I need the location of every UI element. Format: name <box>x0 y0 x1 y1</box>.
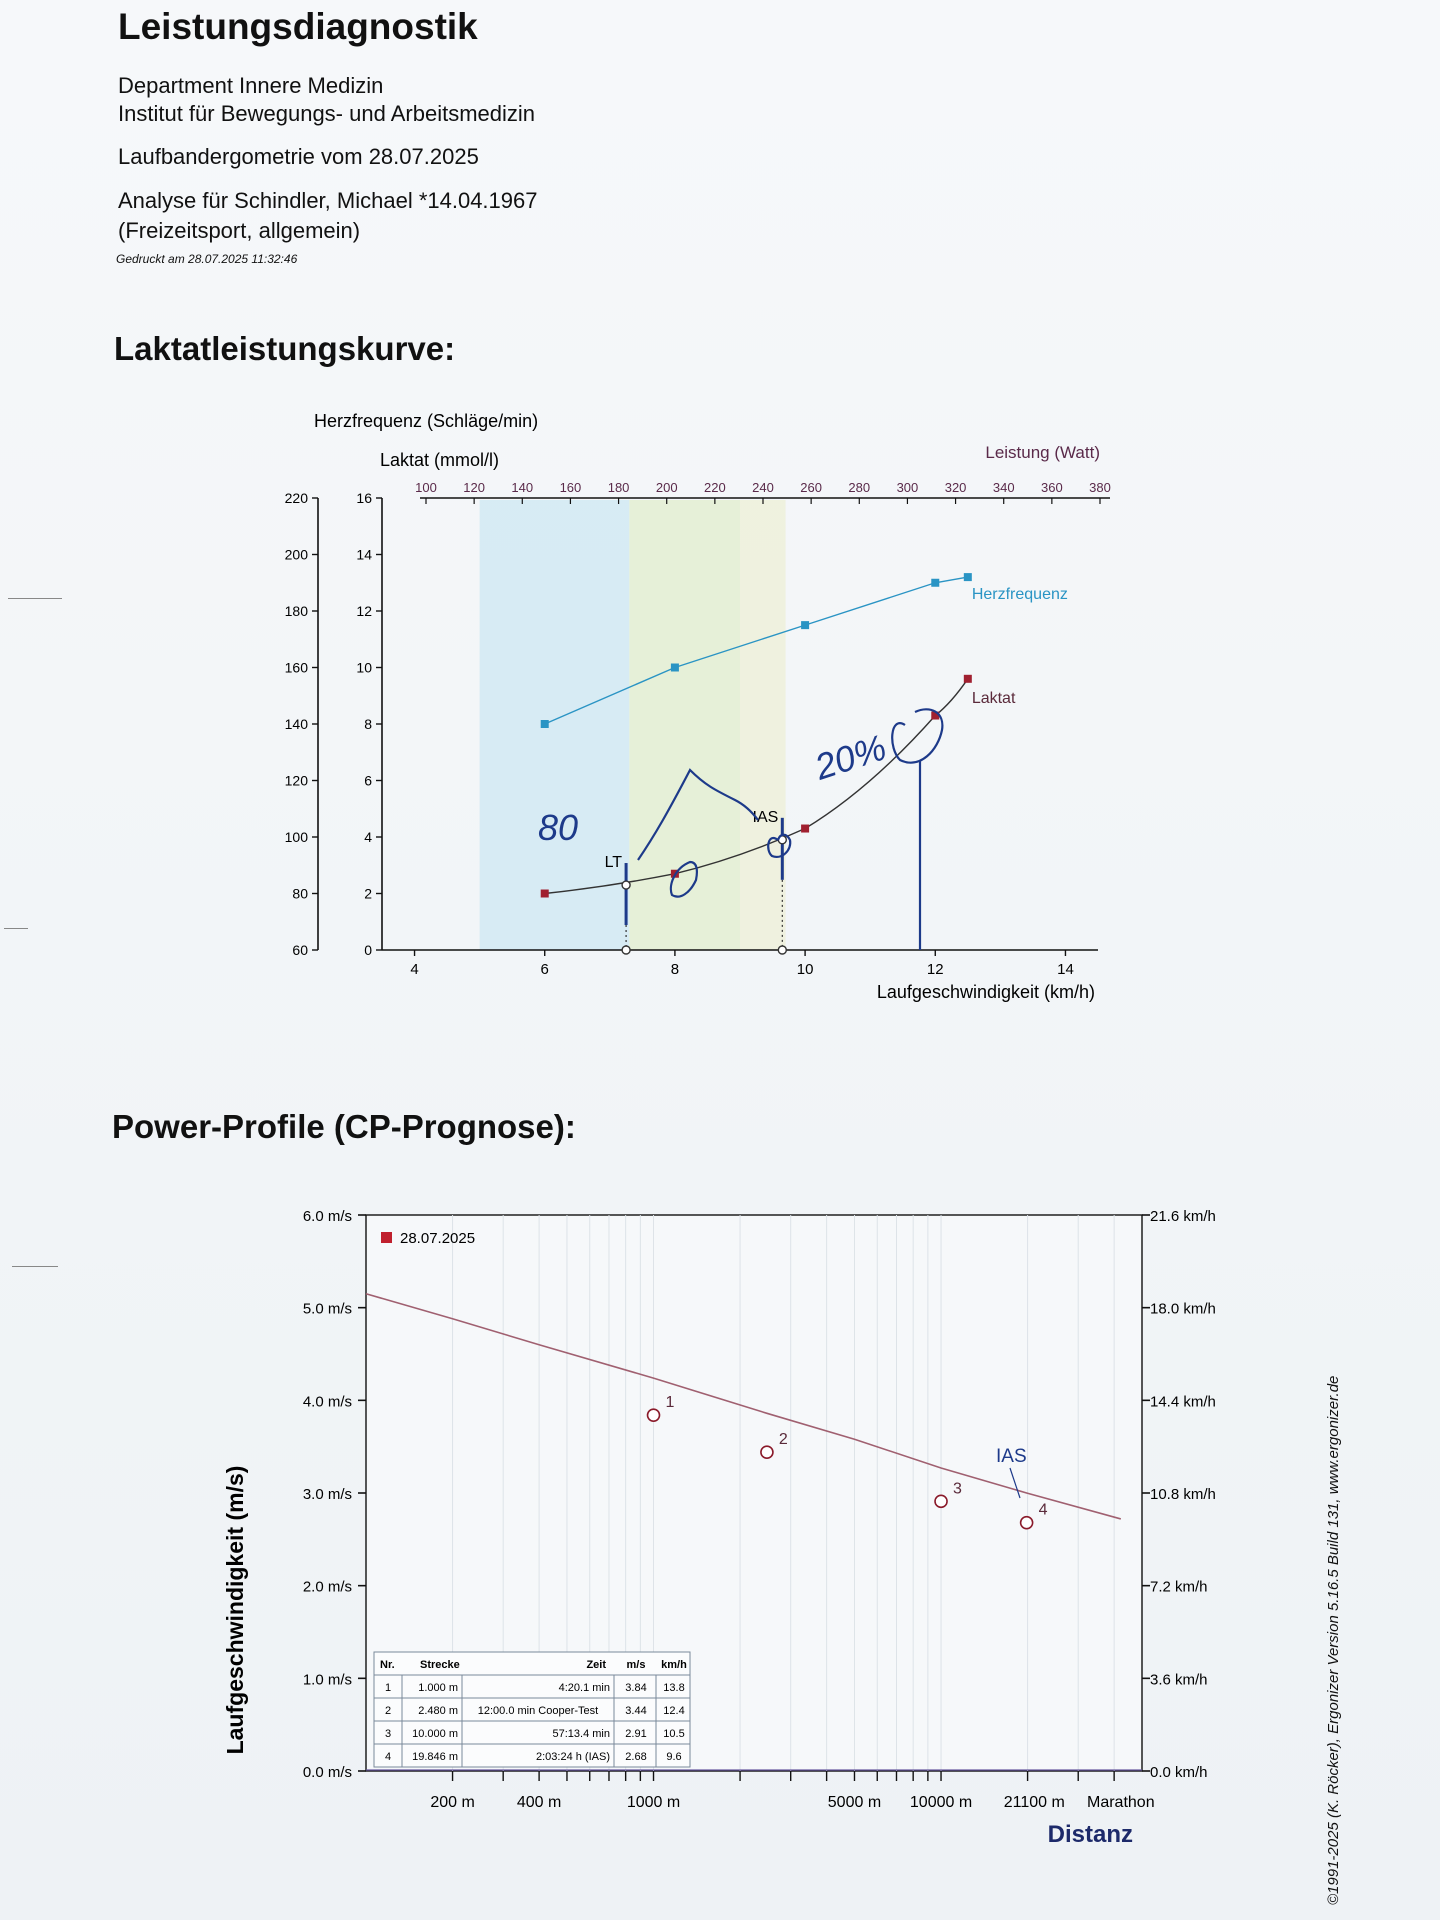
table-cell: 3 <box>384 1728 392 1740</box>
threshold-label: LT <box>604 854 623 872</box>
training-zone <box>740 500 786 950</box>
printed-timestamp: Gedruckt am 28.07.2025 11:32:46 <box>116 252 298 266</box>
x-tick-label: 10000 m <box>909 1794 973 1811</box>
speed-tick-label: 12 <box>926 961 944 978</box>
x-tick-label: 200 m <box>430 1794 475 1811</box>
table-cell: 2:03:24 h (IAS) <box>536 1751 610 1763</box>
power-tick-label: 300 <box>896 480 919 495</box>
prognosis-point-label: 4 <box>1038 1501 1048 1519</box>
prognosis-point <box>935 1495 947 1507</box>
hr-tick-label: 60 <box>292 942 308 958</box>
table-cell: 3.84 <box>625 1682 647 1694</box>
speed-axis-label: Laufgeschwindigkeit (km/h) <box>876 982 1095 1002</box>
lactate-tick-label: 10 <box>356 659 372 676</box>
power-tick-label: 220 <box>704 480 726 495</box>
y-tick-left-label: 2.0 m/s <box>302 1578 352 1596</box>
institute-line: Institut für Bewegungs- und Arbeitsmedizin <box>118 101 536 126</box>
table-header: Nr. <box>380 1659 395 1671</box>
lactate-point <box>801 825 809 833</box>
power-tick-label: 360 <box>1041 480 1063 495</box>
table-header: Zeit <box>586 1659 606 1671</box>
prognosis-point-label: 2 <box>778 1431 788 1449</box>
legend-label: 28.07.2025 <box>400 1230 476 1247</box>
power-y-axis-label: Laufgeschwindigkeit (m/s) <box>222 1465 248 1755</box>
power-tick-label: 380 <box>1089 480 1111 495</box>
speed-tick-label: 6 <box>540 961 549 978</box>
lactate-series-label: Laktat <box>971 689 1016 707</box>
table-cell: 2.480 m <box>418 1705 458 1717</box>
table-cell: 2.91 <box>625 1728 647 1740</box>
ias-label: IAS <box>996 1446 1027 1467</box>
department-line: Department Innere Medizin <box>118 73 384 98</box>
lactate-axis-label: Laktat (mmol/l) <box>380 450 500 470</box>
table-cell: 4 <box>384 1751 392 1763</box>
threshold-label: IAS <box>752 808 779 826</box>
power-tick-label: 240 <box>752 480 774 495</box>
speed-tick-label: 4 <box>410 961 419 978</box>
handwritten-80: 80 <box>538 807 579 848</box>
y-tick-right-label: 10.8 km/h <box>1150 1486 1216 1503</box>
y-tick-left-label: 5.0 m/s <box>302 1300 352 1318</box>
table-cell: 10.5 <box>663 1728 685 1740</box>
section-title-lactate: Laktatleistungskurve: <box>114 330 456 367</box>
speed-tick-label: 10 <box>796 961 814 978</box>
threshold-axis-point <box>778 946 786 954</box>
prognosis-point <box>1021 1517 1033 1529</box>
x-tick-label: Marathon <box>1087 1794 1155 1811</box>
table-cell: 2 <box>384 1705 392 1717</box>
speed-tick-label: 14 <box>1057 961 1074 978</box>
lactate-tick-label: 16 <box>356 490 372 506</box>
hr-axis-label: Herzfrequenz (Schläge/min) <box>314 411 539 431</box>
power-tick-label: 260 <box>800 480 822 495</box>
power-axis-label: Leistung (Watt) <box>985 443 1100 462</box>
x-tick-label: 21100 m <box>1003 1794 1065 1811</box>
prognosis-point-label: 3 <box>953 1480 962 1498</box>
table-cell: 12:00.0 min Cooper-Test <box>477 1705 599 1717</box>
table-cell: 4:20.1 min <box>558 1682 610 1694</box>
table-cell: 1 <box>384 1682 392 1694</box>
lactate-tick-label: 8 <box>364 716 372 732</box>
hr-tick-label: 80 <box>292 885 308 902</box>
x-tick-label: 5000 m <box>827 1794 882 1811</box>
lactate-tick-label: 4 <box>364 829 372 845</box>
prognosis-point-label: 1 <box>665 1394 675 1412</box>
threshold-axis-point <box>622 946 630 954</box>
lactate-point <box>541 890 549 898</box>
software-footer: ©1991-2025 (K. Röcker), Ergonizer Version 5.16.5 Build 131, www.ergonizer.de <box>1325 1375 1342 1905</box>
y-tick-left-label: 0.0 m/s <box>302 1764 352 1781</box>
y-tick-right-label: 14.4 km/h <box>1150 1393 1216 1411</box>
y-tick-left-label: 3.0 m/s <box>302 1486 352 1503</box>
training-zone <box>629 500 740 950</box>
lactate-tick-label: 0 <box>364 942 372 958</box>
y-tick-left-label: 4.0 m/s <box>302 1393 352 1411</box>
y-tick-left-label: 1.0 m/s <box>302 1671 352 1689</box>
table-cell: 57:13.4 min <box>552 1728 610 1740</box>
lactate-point <box>964 675 972 683</box>
power-x-axis-label: Distanz <box>1047 1821 1133 1848</box>
y-tick-right-label: 18.0 km/h <box>1150 1300 1216 1318</box>
test-date-line: Laufbandergometrie vom 28.07.2025 <box>118 144 479 169</box>
prognosis-point <box>648 1409 660 1421</box>
power-tick-label: 200 <box>655 480 678 495</box>
lactate-tick-label: 2 <box>364 885 372 902</box>
table-cell: 13.8 <box>663 1682 685 1694</box>
hr-point <box>931 579 939 587</box>
table-cell: 2.68 <box>625 1751 647 1763</box>
section-title-power: Power-Profile (CP-Prognose): <box>112 1108 576 1145</box>
table-header: km/h <box>661 1659 687 1671</box>
hr-tick-label: 160 <box>284 659 308 676</box>
speed-tick-label: 8 <box>670 961 680 978</box>
document-title: Leistungsdiagnostik <box>118 6 478 47</box>
category-line: (Freizeitsport, allgemein) <box>118 218 361 243</box>
patient-line: Analyse für Schindler, Michael *14.04.1967 <box>118 188 538 213</box>
power-tick-label: 100 <box>415 480 437 495</box>
hr-tick-label: 200 <box>284 546 308 563</box>
power-tick-label: 120 <box>463 480 485 495</box>
hr-tick-label: 100 <box>284 829 308 845</box>
power-tick-label: 280 <box>848 480 871 495</box>
handwritten-20-percent: 20% <box>809 726 892 788</box>
hr-tick-label: 120 <box>284 772 308 789</box>
y-tick-right-label: 0.0 km/h <box>1150 1764 1208 1781</box>
power-tick-label: 140 <box>511 480 534 495</box>
x-tick-label: 400 m <box>516 1794 562 1811</box>
hr-point <box>541 720 549 728</box>
lactate-tick-label: 6 <box>364 772 372 789</box>
table-cell: 10.000 m <box>412 1728 458 1740</box>
hr-point <box>964 573 972 581</box>
hr-tick-label: 220 <box>284 490 308 506</box>
table-cell: 3.44 <box>625 1705 647 1717</box>
y-tick-left-label: 6.0 m/s <box>302 1208 352 1225</box>
lactate-tick-label: 14 <box>356 546 372 563</box>
table-header: Strecke <box>420 1659 460 1671</box>
hr-tick-label: 180 <box>284 603 308 619</box>
power-tick-label: 320 <box>944 480 967 495</box>
table-header: m/s <box>626 1659 646 1671</box>
threshold-point <box>622 881 630 889</box>
legend-swatch <box>381 1232 392 1243</box>
x-tick-label: 1000 m <box>626 1794 681 1811</box>
table-cell: 9.6 <box>666 1751 682 1763</box>
training-zone <box>480 500 630 950</box>
hr-series-label: Herzfrequenz <box>971 586 1068 604</box>
table-cell: 19.846 m <box>412 1751 458 1763</box>
power-tick-label: 160 <box>559 480 582 495</box>
table-cell: 1.000 m <box>418 1682 458 1694</box>
hr-tick-label: 140 <box>284 716 308 732</box>
power-profile-chart <box>0 1150 1440 1850</box>
power-tick-label: 180 <box>607 480 630 495</box>
y-tick-right-label: 3.6 km/h <box>1150 1671 1208 1689</box>
prognosis-point <box>761 1446 773 1458</box>
table-cell: 12.4 <box>663 1705 685 1717</box>
power-tick-label: 340 <box>992 480 1015 495</box>
hr-point <box>801 621 809 629</box>
y-tick-right-label: 21.6 km/h <box>1150 1208 1216 1225</box>
hr-point <box>671 664 679 672</box>
y-tick-right-label: 7.2 km/h <box>1150 1578 1208 1596</box>
lactate-tick-label: 12 <box>356 603 372 619</box>
